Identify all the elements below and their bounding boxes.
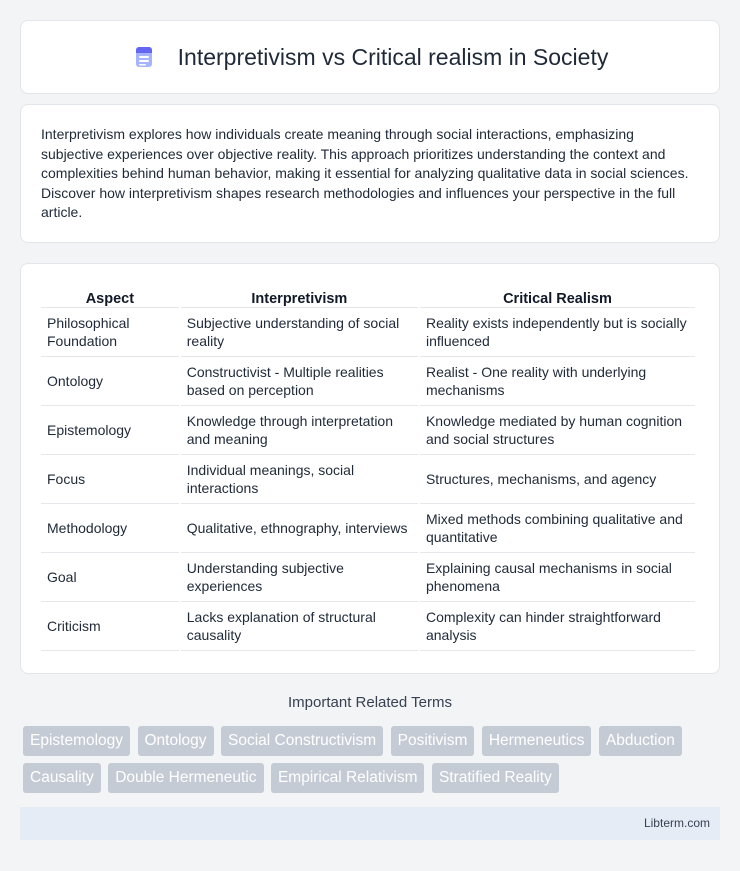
critical-realism-cell: Reality exists independently but is socially influenced	[420, 308, 695, 357]
aspect-cell: Focus	[41, 455, 179, 504]
document-stack-icon	[132, 45, 156, 69]
interpretivism-cell: Qualitative, ethnography, interviews	[181, 504, 418, 553]
comparison-card	[20, 263, 720, 674]
related-term-tag[interactable]: Positivism	[391, 726, 475, 756]
related-term-tag[interactable]: Double Hermeneutic	[108, 763, 263, 793]
table-row	[41, 553, 695, 602]
interpretivism-cell: Subjective understanding of social reality	[181, 308, 418, 357]
interpretivism-cell: Knowledge through interpretation and meaning	[181, 406, 418, 455]
aspect-cell: Ontology	[41, 357, 179, 406]
aspect-cell: Philosophical Foundation	[41, 308, 179, 357]
critical-realism-cell: Knowledge mediated by human cognition and social structures	[420, 406, 695, 455]
related-term-tag[interactable]: Epistemology	[23, 726, 130, 756]
interpretivism-cell: Understanding subjective experiences	[181, 553, 418, 602]
critical-realism-cell: Complexity can hinder straightforward analysis	[420, 602, 695, 651]
header-critical-realism: Critical Realism	[420, 284, 695, 308]
page-title: Interpretivism vs Critical realism in Society	[177, 43, 609, 70]
intro-text: Interpretivism explores how individuals create meaning through social interactions, emphasizing subjective experiences over objective reality. This approach prioritizes understanding the context and complexities behind human behavior, making it essential for analyzing qualitative data in social sciences. Discover how interpretivism shapes research methodologies and influences your perspective in the full article.	[41, 126, 689, 221]
interpretivism-cell: Constructivist - Multiple realities based on perception	[181, 357, 418, 406]
table-row	[41, 406, 695, 455]
related-terms-list	[23, 726, 723, 800]
footer-site-link[interactable]: Libterm.com	[643, 816, 710, 830]
related-term-tag[interactable]: Causality	[23, 763, 101, 793]
related-term-tag[interactable]: Empirical Relativism	[271, 763, 425, 793]
table-row	[41, 602, 695, 651]
aspect-cell: Criticism	[41, 602, 179, 651]
critical-realism-cell: Mixed methods combining qualitative and quantitative	[420, 504, 695, 553]
table-row	[41, 357, 695, 406]
table-header-row	[41, 284, 695, 308]
table-row	[41, 308, 695, 357]
related-term-tag[interactable]: Hermeneutics	[482, 726, 592, 756]
critical-realism-cell: Explaining causal mechanisms in social phenomena	[420, 553, 695, 602]
related-terms-title: Important Related Terms	[288, 694, 452, 711]
intro-card	[20, 104, 720, 243]
table-row	[41, 455, 695, 504]
related-term-tag[interactable]: Abduction	[599, 726, 682, 756]
critical-realism-cell: Structures, mechanisms, and agency	[420, 455, 695, 504]
related-term-tag[interactable]: Stratified Reality	[432, 763, 559, 793]
aspect-cell: Epistemology	[41, 406, 179, 455]
interpretivism-cell: Individual meanings, social interactions	[181, 455, 418, 504]
header-aspect: Aspect	[41, 284, 179, 308]
header-interpretivism: Interpretivism	[181, 284, 418, 308]
aspect-cell: Methodology	[41, 504, 179, 553]
related-term-tag[interactable]: Ontology	[138, 726, 214, 756]
related-term-tag[interactable]: Social Constructivism	[221, 726, 383, 756]
aspect-cell: Goal	[41, 553, 179, 602]
interpretivism-cell: Lacks explanation of structural causality	[181, 602, 418, 651]
footer	[20, 807, 720, 840]
header-card	[20, 20, 720, 94]
critical-realism-cell: Realist - One reality with underlying mechanisms	[420, 357, 695, 406]
table-row	[41, 504, 695, 553]
comparison-table	[39, 284, 697, 651]
